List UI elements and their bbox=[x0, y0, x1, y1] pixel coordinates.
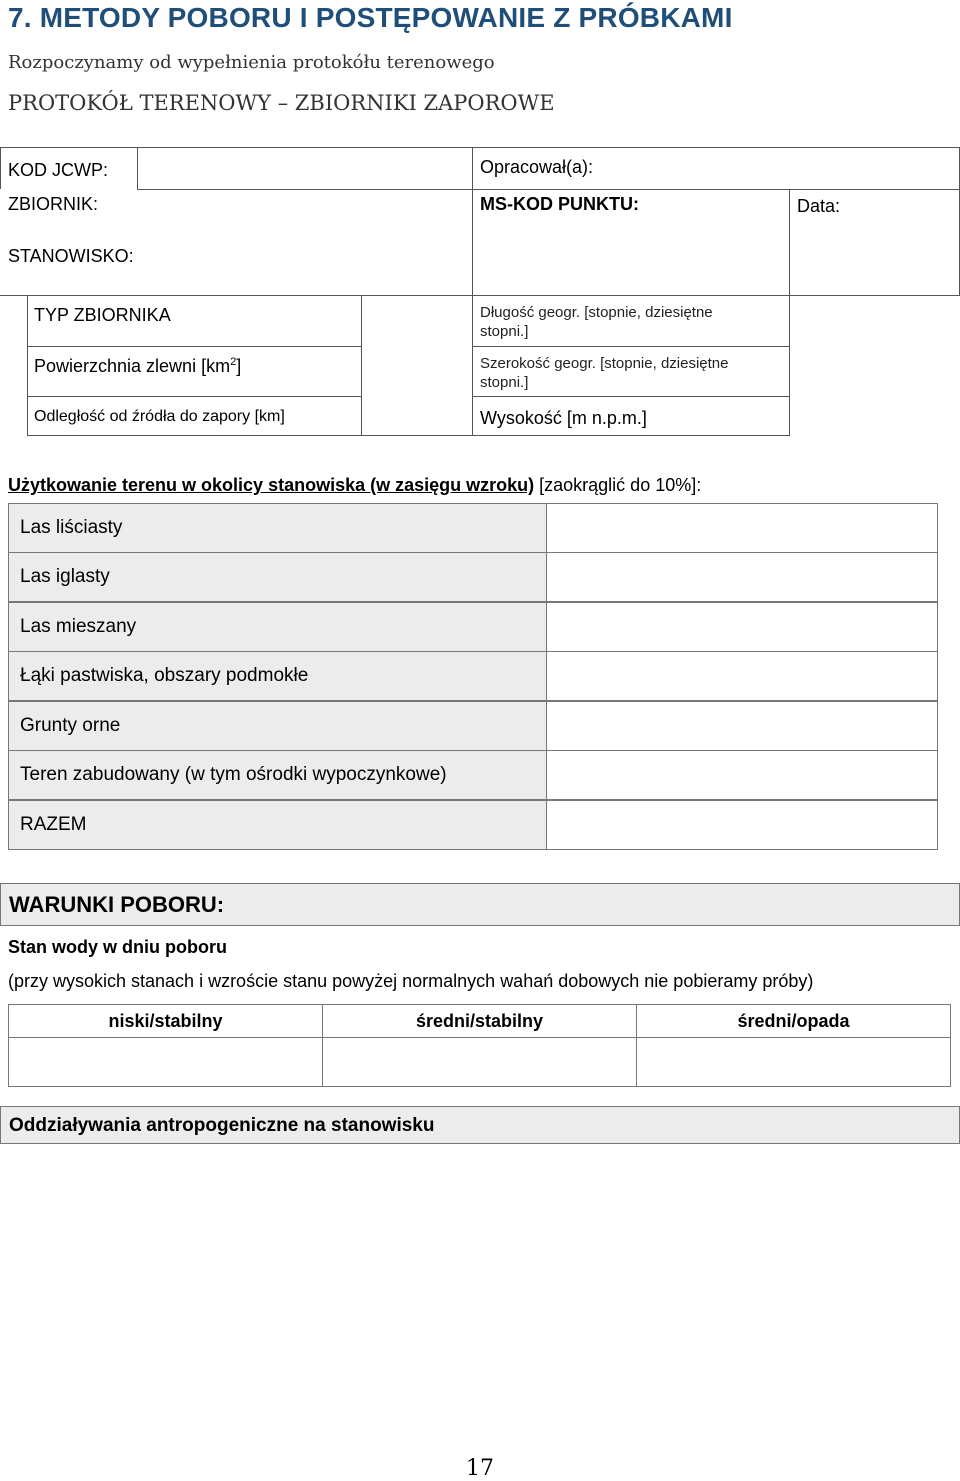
land-use-heading-rest: [zaokrąglić do 10%]: bbox=[534, 475, 702, 495]
odleglosc-label: Odległość od źródła do zapory [km] bbox=[34, 408, 285, 425]
land-use-row-input[interactable] bbox=[546, 750, 938, 800]
land-use-row-input[interactable] bbox=[546, 503, 938, 553]
dlugosc-label bbox=[480, 303, 713, 341]
zbiornik-label: ZBIORNIK: bbox=[8, 194, 99, 214]
land-use-row-text: Teren zabudowany (w tym ośrodki wypoczynkowe) bbox=[20, 764, 447, 785]
anthropogenic-header bbox=[0, 1106, 960, 1144]
powierzchnia-sup: 2 bbox=[230, 356, 237, 368]
powierzchnia-text: Powierzchnia zlewni [km bbox=[34, 356, 231, 376]
land-use-row-label bbox=[8, 602, 547, 652]
land-use-row-text: Las mieszany bbox=[20, 616, 137, 637]
option-niski-stabilny: niski/stabilny bbox=[108, 1011, 223, 1031]
land-use-row-input[interactable] bbox=[546, 602, 938, 652]
szerokosc-label bbox=[480, 354, 728, 392]
intro-text: Rozpoczynamy od wypełnienia protokółu terenowego bbox=[8, 52, 495, 73]
land-use-row-input[interactable] bbox=[546, 552, 938, 602]
land-use-row-input[interactable] bbox=[546, 800, 938, 850]
land-use-row-text: RAZEM bbox=[20, 814, 87, 835]
dlugosc-line1: Długość geogr. [stopnie, dziesiętne bbox=[480, 304, 713, 321]
dlugosc-line2: stopni.] bbox=[480, 323, 529, 340]
kod-jcwp-field[interactable] bbox=[137, 147, 473, 190]
data-label: Data: bbox=[797, 196, 841, 216]
opracowal-label: Opracował(a): bbox=[480, 157, 594, 177]
page-number: 17 bbox=[466, 1456, 494, 1481]
land-use-row-label bbox=[8, 552, 547, 602]
option-niski-stabilny-field[interactable] bbox=[8, 1037, 323, 1087]
land-use-row-label bbox=[8, 503, 547, 553]
land-use-row-input[interactable] bbox=[546, 651, 938, 701]
stanowisko-label: STANOWISKO: bbox=[8, 246, 134, 266]
sampling-section-header bbox=[0, 883, 960, 926]
szerokosc-line1: Szerokość geogr. [stopnie, dziesiętne bbox=[480, 355, 729, 372]
land-use-row-label bbox=[8, 800, 547, 850]
water-state-label: Stan wody w dniu poboru bbox=[8, 937, 227, 957]
land-use-heading bbox=[8, 475, 701, 496]
land-use-heading-bold: Użytkowanie terenu w okolicy stanowiska (w zasięgu wzroku) bbox=[8, 475, 535, 495]
kod-jcwp-label: KOD JCWP: bbox=[8, 160, 109, 180]
typ-zbiornika-label: TYP ZBIORNIKA bbox=[34, 305, 171, 325]
land-use-row-label bbox=[8, 701, 547, 751]
option-header-cell bbox=[8, 1004, 323, 1038]
anthropogenic-title: Oddziaływania antropogeniczne na stanowisku bbox=[9, 1115, 435, 1136]
protocol-title: PROTOKÓŁ TERENOWY – ZBIORNIKI ZAPOROWE bbox=[8, 91, 555, 115]
land-use-row-text: Las liściasty bbox=[20, 517, 123, 538]
land-use-row-text: Las iglasty bbox=[20, 566, 110, 587]
land-use-row-input[interactable] bbox=[546, 701, 938, 751]
option-sredni-opada: średni/opada bbox=[737, 1011, 850, 1031]
wysokosc-label: Wysokość [m n.p.m.] bbox=[480, 408, 647, 428]
land-use-row-text: Łąki pastwiska, obszary podmokłe bbox=[20, 665, 309, 686]
option-header-cell bbox=[636, 1004, 951, 1038]
land-use-row-label bbox=[8, 651, 547, 701]
section-title: 7. METODY POBORU I POSTĘPOWANIE Z PRÓBKAMI bbox=[8, 2, 733, 33]
ms-kod-label: MS-KOD PUNKTU: bbox=[480, 194, 639, 214]
sampling-section-title: WARUNKI POBORU: bbox=[9, 892, 225, 917]
option-sredni-stabilny: średni/stabilny bbox=[415, 1011, 544, 1031]
water-state-note: (przy wysokich stanach i wzroście stanu powyżej normalnych wahań dobowych nie pobieramy próby) bbox=[8, 971, 814, 991]
option-header-cell bbox=[322, 1004, 637, 1038]
option-sredni-stabilny-field[interactable] bbox=[322, 1037, 637, 1087]
powierzchnia-end: ] bbox=[236, 356, 242, 376]
option-sredni-opada-field[interactable] bbox=[636, 1037, 951, 1087]
szerokosc-line2: stopni.] bbox=[480, 374, 529, 391]
powierzchnia-label bbox=[34, 356, 241, 377]
land-use-row-label bbox=[8, 750, 547, 800]
land-use-row-text: Grunty orne bbox=[20, 715, 121, 736]
